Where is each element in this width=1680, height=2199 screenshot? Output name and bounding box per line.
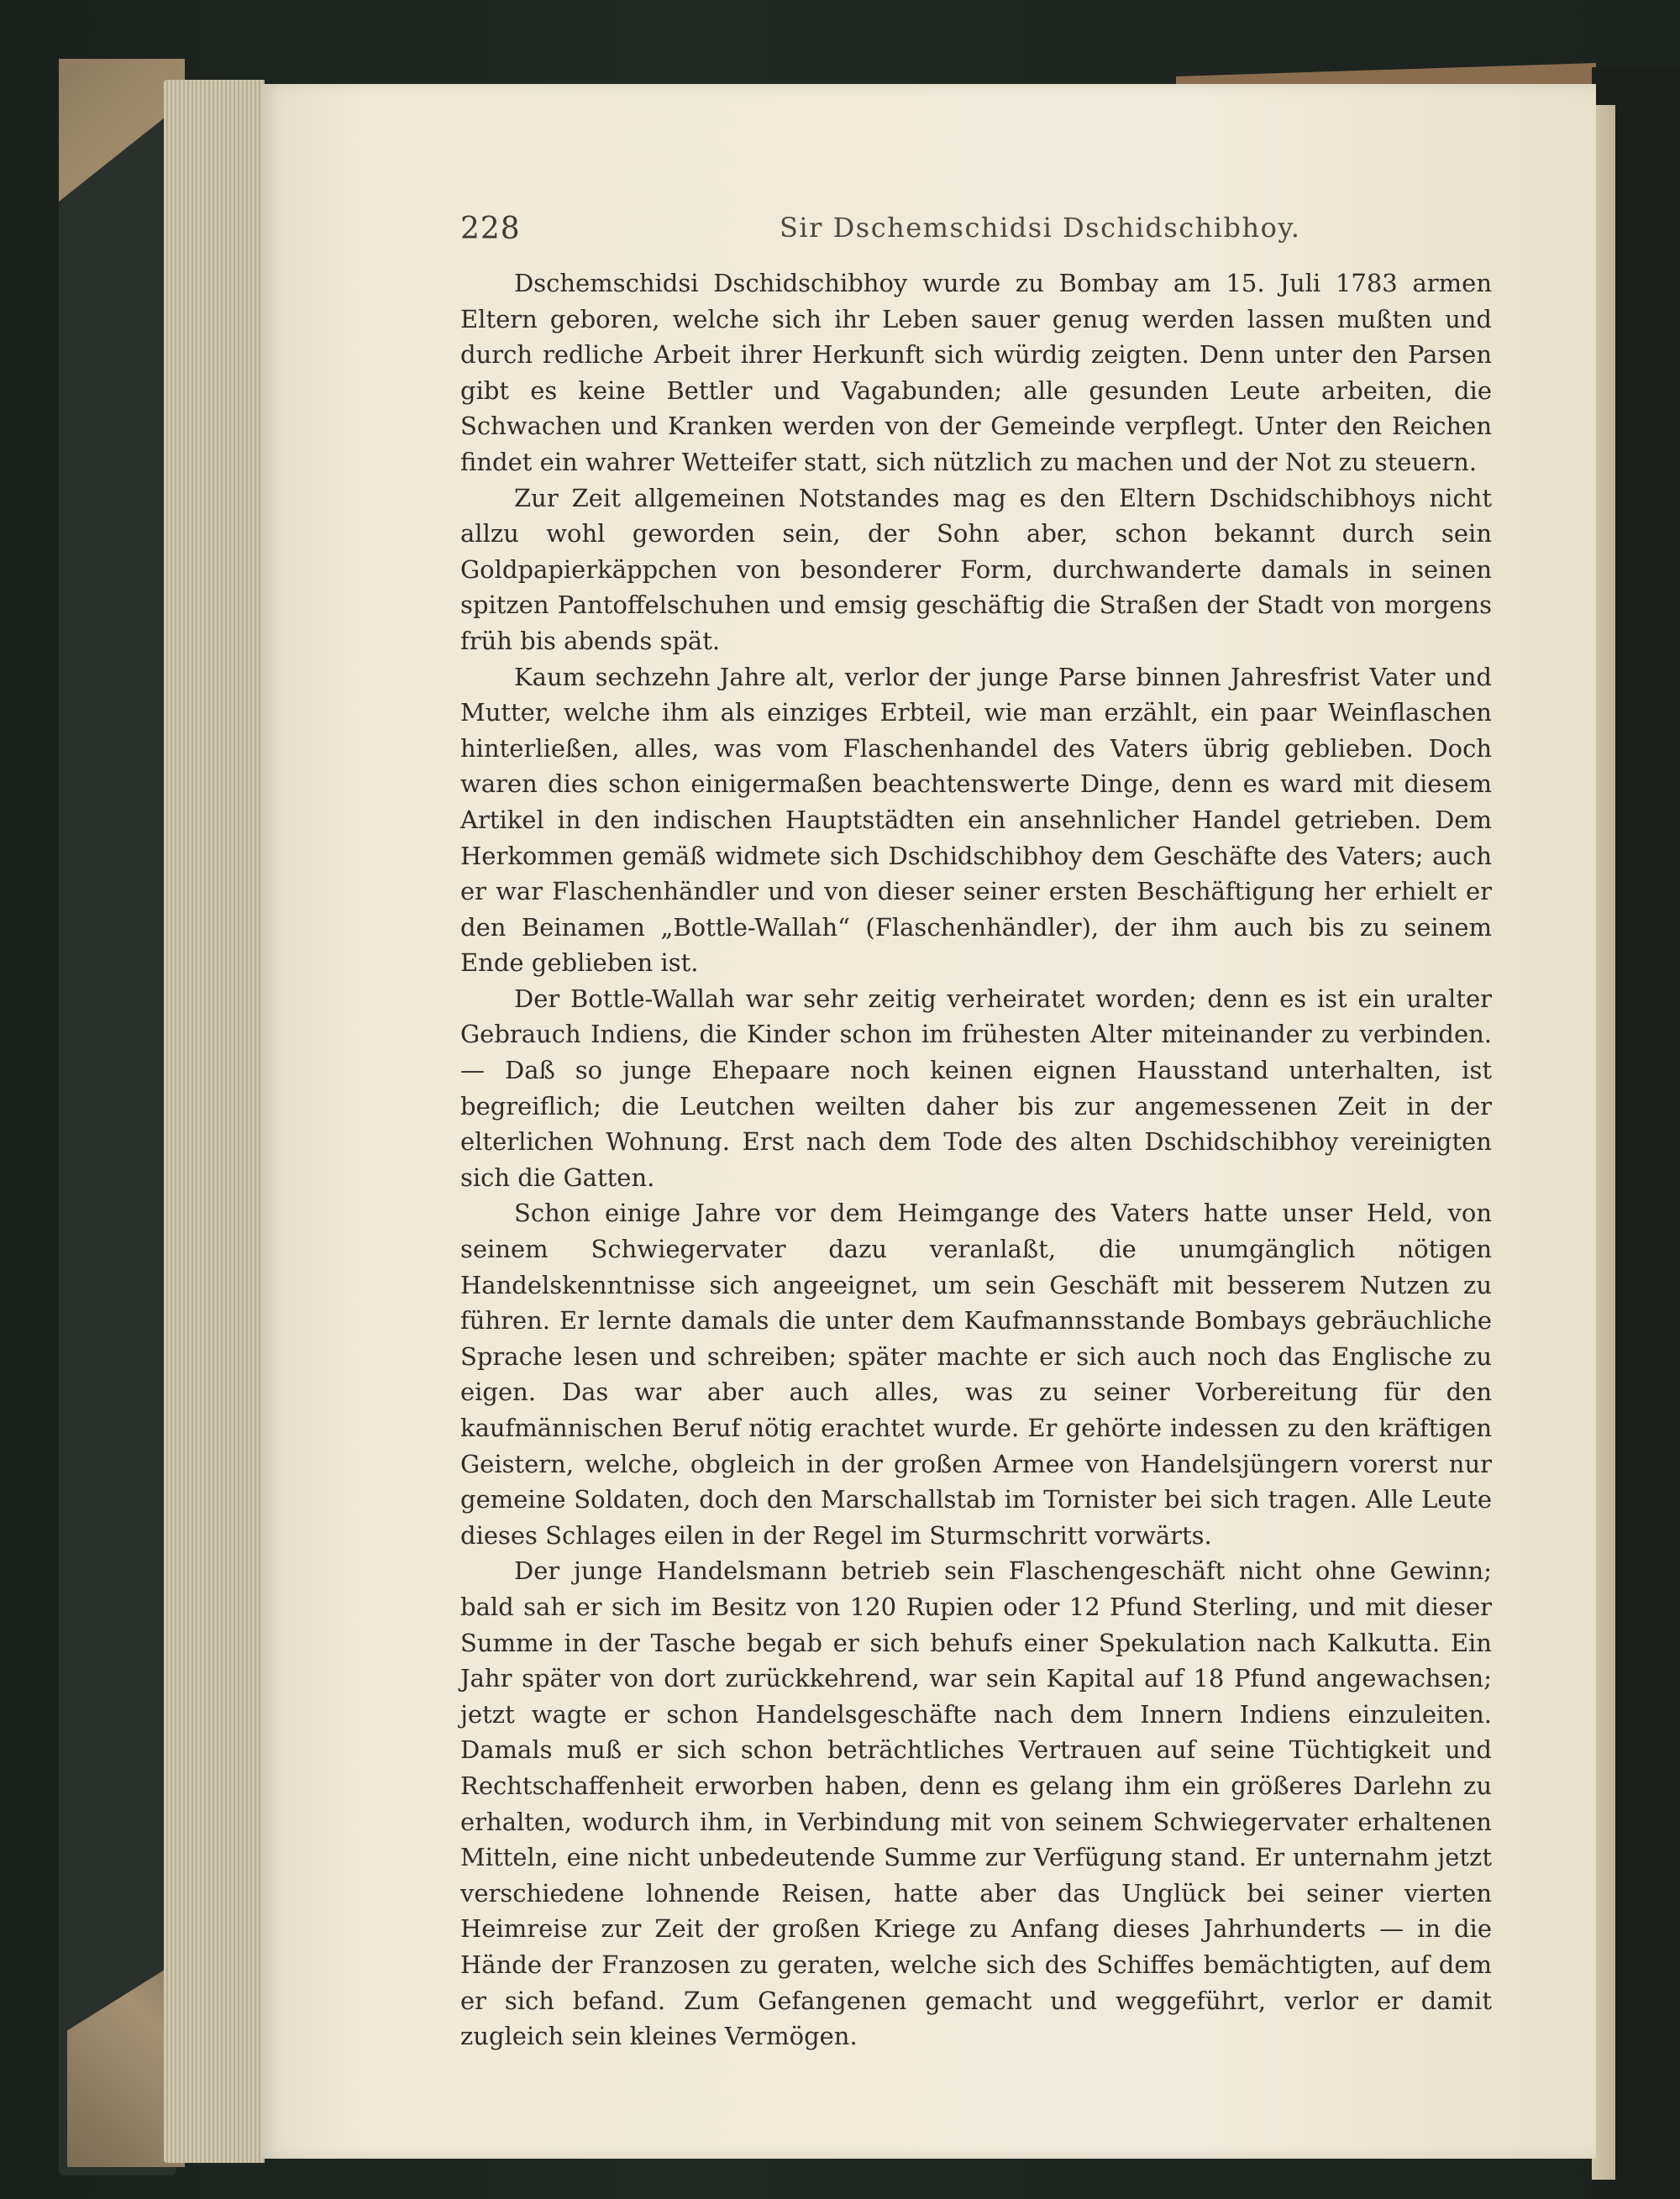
paragraph-5: Schon einige Jahre vor dem Heimgange des Vaters hatte unser Held, von seinem Schwiegervater dazu veranlaßt, die unumgänglich nötigen Handelskenntnisse sich angeeignet, um sein Geschäft mit besserem Nutzen zu führen. Er lernte damals die unter dem Kaufmannsstande Bombays gebräuchliche Sprache lesen und schreiben; später machte er sich auch noch das Englische zu eigen. Das war aber auch alles, was zu seiner Vorbereitung für den kaufmännischen Beruf nötig erachtet wurde. Er gehörte indessen zu den kräftigen Geistern, welche, obgleich in der großen Armee von Handelsjüngern vorerst nur gemeine Soldaten, doch den Marschallstab im Tornister bei sich tragen. Alle Leute dieses Schlages eilen in der Regel im Sturmschritt vorwärts. [460,1199,1492,1550]
paragraph-6: Der junge Handelsmann betrieb sein Flaschengeschäft nicht ohne Gewinn; bald sah er sich im Besitz von 120 Rupien oder 12 Pfund Sterling, und mit dieser Summe in der Tasche begab er sich behufs einer Spekulation nach Kalkutta. Ein Jahr später von dort zurückkehrend, war sein Kapital auf 18 Pfund angewachsen; jetzt wagte er schon Handelsgeschäfte nach dem Innern Indiens einzuleiten. Damals muß er sich schon beträchtliches Vertrauen auf seine Tüchtigkeit und Rechtschaffenheit erworben haben, denn es gelang ihm ein größeres Darlehn zu erhalten, wodurch ihm, in Verbindung mit von seinem Schwiegervater erhaltenen Mitteln, eine nicht unbedeutende Summe zur Verfügung stand. Er unternahm jetzt verschiedene lohnende Reisen, hatte aber das Unglück bei seiner vierten Heimreise zur Zeit der großen Kriege zu Anfang dieses Jahrhunderts — in die Hände der Franzosen zu geraten, welche sich des Schiffes bemächtigten, auf dem er sich befand. Zum Gefangenen gemacht und weggeführt, verlor er damit zugleich sein kleines Vermögen. [460,1556,1492,2051]
page-stack-edge [164,80,265,2163]
paragraph-3: Kaum sechzehn Jahre alt, verlor der junge Parse binnen Jahresfrist Vater und Mutter, welche ihm als einziges Erbteil, wie man erzählt, ein paar Weinflaschen hinterließen, alles, was vom Flaschenhandel des Vaters übrig geblieben. Doch waren dies schon einigermaßen beachtenswerte Dinge, denn es ward mit diesem Artikel in den indischen Hauptstädten ein ansehnlicher Handel getrieben. Dem Herkommen gemäß widmete sich Dschidschibhoy dem Geschäfte des Vaters; auch er war Flaschenhändler und von dieser seiner ersten Beschäftigung her erhielt er den Beinamen „Bottle-Wallah“ (Flaschenhändler), der ihm auch bis zu seinem Ende geblieben ist. [460,662,1492,978]
paragraph-2: Zur Zeit allgemeinen Notstandes mag es den Eltern Dschidschibhoys nicht allzu wohl geworden sein, der Sohn aber, schon bekannt durch sein Goldpapierkäppchen von besonderer Form, durchwanderte damals in seinen spitzen Pantoffelschuhen und emsig geschäftig die Straßen der Stadt von morgens früh bis abends spät. [460,483,1492,655]
body-text [460,265,1492,2055]
paragraph-4: Der Bottle-Wallah war sehr zeitig verheiratet worden; denn es ist ein uralter Gebrauch Indiens, die Kinder schon im frühesten Alter miteinander zu verbinden. — Daß so junge Ehepaare noch keinen eignen Hausstand unterhalten, ist begreiflich; die Leutchen weilten daher bis zur angemessenen Zeit in der elterlichen Wohnung. Erst nach dem Tode des alten Dschidschibhoy vereinigten sich die Gatten. [460,984,1492,1192]
paragraph-1: Dschemschidsi Dschidschibhoy wurde zu Bombay am 15. Juli 1783 armen Eltern geboren, welche sich ihr Leben sauer genug werden lassen mußten und durch redliche Arbeit ihrer Herkunft sich würdig zeigten. Denn unter den Parsen gibt es keine Bettler und Vagabunden; alle gesunden Leute arbeiten, die Schwachen und Kranken werden von der Gemeinde verpflegt. Unter den Reichen findet ein wahrer Wetteifer statt, sich nützlich zu machen und der Not zu steuern. [460,269,1492,476]
page-number: 228 [460,212,521,246]
running-head: Sir Dschemschidsi Dschidschibhoy. [780,212,1301,244]
book-cover-left [59,59,176,2175]
